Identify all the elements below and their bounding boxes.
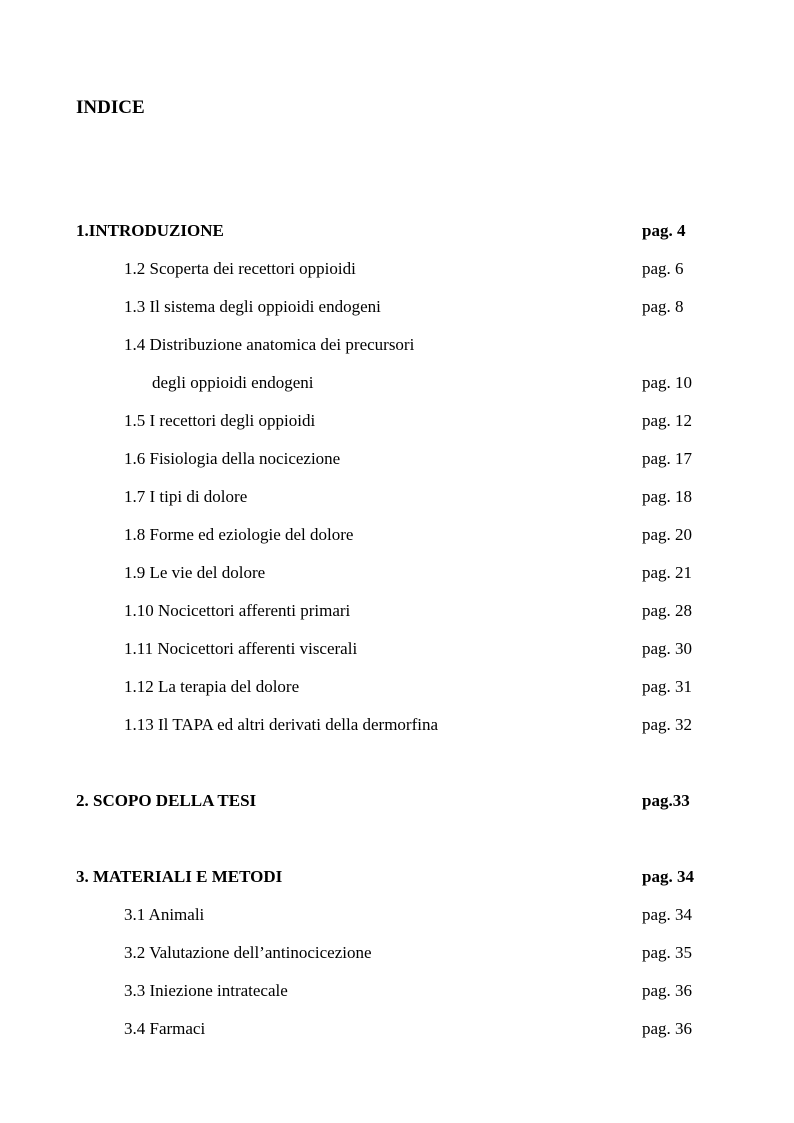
toc-entry-title: 3.3 Iniezione intratecale [124,981,288,1000]
toc-entry-title: 1.8 Forme ed eziologie del dolore [124,525,354,544]
toc-entry-page: pag. 18 [642,487,693,506]
toc-entry-title: 1.12 La terapia del dolore [124,677,300,696]
toc-entry-page: pag.33 [642,791,690,810]
toc-entry-1-8 [0,523,794,547]
toc-section-2 [0,789,794,813]
toc-section-3 [0,865,794,889]
toc-entry-page: pag. 21 [642,563,693,582]
toc-entry-page: pag. 32 [642,715,693,734]
toc-entry-page: pag. 35 [642,943,693,962]
toc-entry-1-3 [0,295,794,319]
toc-entry-3-3 [0,979,794,1003]
toc-entry-title: 1.INTRODUZIONE [76,221,224,240]
toc-entry-1-5 [0,409,794,433]
toc-entry-1-6 [0,447,794,471]
toc-entry-1-10 [0,599,794,623]
toc-entry-page: pag. 20 [642,525,693,544]
toc-entry-title: 3.2 Valutazione dell’antinocicezione [124,943,372,962]
toc-entry-title: 2. SCOPO DELLA TESI [76,791,257,810]
toc-entry-page: pag. 30 [642,639,693,658]
toc-entry-title: 1.7 I tipi di dolore [124,487,248,506]
toc-entry-3-1 [0,903,794,927]
toc-entry-1-13 [0,713,794,737]
toc-entry-page: pag. 34 [642,905,693,924]
toc-entry-1-9 [0,561,794,585]
toc-entry-page: pag. 36 [642,1019,693,1038]
toc-entry-page: pag. 36 [642,981,693,1000]
toc-entry-page: pag. 17 [642,449,693,468]
toc-entry-page: pag. 12 [642,411,693,430]
toc-entry-title: 1.11 Nocicettori afferenti viscerali [124,639,358,658]
toc-entry-1-4-continued [0,371,794,395]
toc-entry-title: 3.1 Animali [124,905,205,924]
toc-entry-title: 1.9 Le vie del dolore [124,563,266,582]
toc-entry-1-12 [0,675,794,699]
toc-entry-title: 3.4 Farmaci [124,1019,206,1038]
page-title: INDICE [76,97,145,118]
toc-entry-page: pag. 28 [642,601,693,620]
toc-entry-title: 1.3 Il sistema degli oppioidi endogeni [124,297,381,316]
toc-entry-3-4 [0,1017,794,1041]
toc-entry-page: pag. 31 [642,677,693,696]
toc-entry-title: 1.13 Il TAPA ed altri derivati della dermorfina [124,715,439,734]
toc-entry-1-7 [0,485,794,509]
toc-entry-page: pag. 4 [642,221,686,240]
toc-entry-page: pag. 8 [642,297,684,316]
toc-entry-title-continued: degli oppioidi endogeni [152,373,314,392]
toc-entry-1-4 [0,333,794,357]
toc-entry-title: 1.2 Scoperta dei recettori oppioidi [124,259,356,278]
toc-entry-title: 1.4 Distribuzione anatomica dei precursori [124,335,415,354]
toc-entry-title: 1.10 Nocicettori afferenti primari [124,601,351,620]
toc-entry-page: pag. 34 [642,867,694,886]
toc-entry-page: pag. 6 [642,259,684,278]
toc-entry-title: 1.6 Fisiologia della nocicezione [124,449,341,468]
toc-entry-1-11 [0,637,794,661]
toc-entry-title: 1.5 I recettori degli oppioidi [124,411,316,430]
toc-entry-page: pag. 10 [642,373,693,392]
toc-section-1 [0,219,794,243]
toc-entry-title: 3. MATERIALI E METODI [76,867,283,886]
toc-entry-3-2 [0,941,794,965]
toc-entry-1-2 [0,257,794,281]
